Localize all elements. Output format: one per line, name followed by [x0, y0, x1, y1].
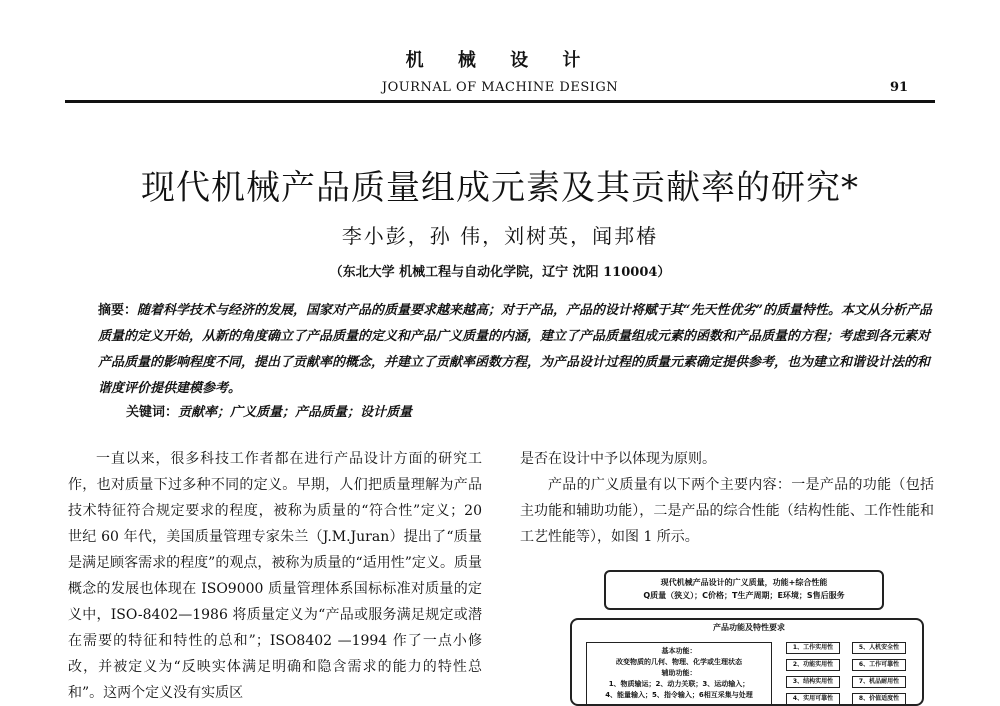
figure-1: [560, 560, 930, 706]
figure-function-label: 产品功能及特性要求: [713, 623, 785, 632]
figure-function-box: [570, 618, 924, 706]
figure-item: 3、结构实用性: [786, 676, 840, 688]
header-rule: [65, 100, 935, 103]
figure-top-line: Q质量（狭义）；C价格；T生产周期；E环境；S售后服务: [643, 591, 845, 600]
abstract-label: 摘要：: [98, 303, 138, 318]
article-title: 现代机械产品质量组成元素及其贡献率的研究*: [141, 168, 859, 208]
figure-inner-line: 改变物质的几何、物理、化学或生理状态: [616, 658, 742, 666]
figure-item: 1、工作实用性: [786, 642, 840, 654]
figure-item: 5、人机安全性: [852, 642, 906, 654]
keywords-label: 关键词：: [126, 405, 179, 420]
body-column-left: [68, 446, 482, 706]
journal-title-en: JOURNAL OF MACHINE DESIGN: [381, 80, 619, 95]
figure-inner-line: 4、能量输入；5、指令输入；6相互采集与处理: [605, 691, 753, 699]
body-column-right: [520, 446, 934, 550]
keywords-text: 贡献率；广义质量；产品质量；设计质量: [178, 405, 413, 420]
figure-item: 6、工作可靠性: [852, 659, 906, 671]
figure-item: 8、价值适度性: [852, 693, 906, 705]
figure-item: 4、实用可靠性: [786, 693, 840, 705]
abstract: [98, 298, 934, 402]
figure-generalized-quality-box: [604, 570, 884, 610]
body-paragraph: 产品的广义质量有以下两个主要内容：一是产品的功能（包括主功能和辅助功能），二是产品的综合性能（结构性能、工作性能和工艺性能等），如图 1 所示。: [520, 477, 934, 545]
figure-item: 7、机品耐用性: [852, 676, 906, 688]
article-authors: 李小彭，孙 伟，刘树英，闻邦椿: [341, 224, 659, 248]
figure-top-line: 现代机械产品设计的广义质量，功能+综合性能: [660, 578, 828, 587]
page-number: 91: [890, 80, 909, 95]
article-affiliation: （东北大学 机械工程与自动化学院，辽宁 沈阳 110004）: [329, 265, 671, 280]
figure-inner-line: 基本功能：: [661, 647, 697, 655]
abstract-text: 随着科学技术与经济的发展，国家对产品的质量要求越来越高；对于产品，产品的设计将赋于其“先天性优劣”的质量特性。本文从分析产品质量的定义开始，从新的角度确立了产品质量的定义和产品广义质量的内涵，建立了产品质量组成元素的函数和产品质量的方程；考虑到各元素对产品质量的影响程度不同，提出了贡献率的概念，并建立了贡献率函数方程，为产品设计过程的质量元素确定提供参考，也为建立和谐设计法的和谐度评价提供建模参考。: [98, 303, 932, 396]
body-paragraph: 一直以来，很多科技工作者都在进行产品设计方面的研究工作，也对质量下过多种不同的定义。早期，人们把质量理解为产品技术特征符合规定要求的程度，被称为质量的“符合性”定义；20 世纪 60 年代，美国质量管理专家朱兰（J.M.Juran）提出了“质量是满足顾客需求的程度”的观点，被称为质量的“适用性”定义。质量概念的发展也体现在 ISO9000 质量管理体系国标标准对质量的定义中，ISO-8402—1986 将质量定义为“产品或服务满足规定或潜在需要的特征和特性的总和”；ISO8402 —1994 作了一点小修改，并被定义为“反映实体满足明确和隐含需求的能力的特性总和”。这两个定义没有实质区: [68, 451, 482, 701]
body-paragraph: 是否在设计中予以体现为原则。: [520, 451, 716, 467]
figure-inner-line: 1、物质输运；2、动力关联；3、运动输入；: [608, 680, 750, 688]
figure-item: 2、功能实用性: [786, 659, 840, 671]
journal-title-cn: 机 械 设 计: [405, 50, 595, 71]
figure-basic-function-box: [586, 642, 772, 706]
keywords: [126, 401, 412, 420]
figure-inner-line: 辅助功能：: [661, 669, 697, 677]
